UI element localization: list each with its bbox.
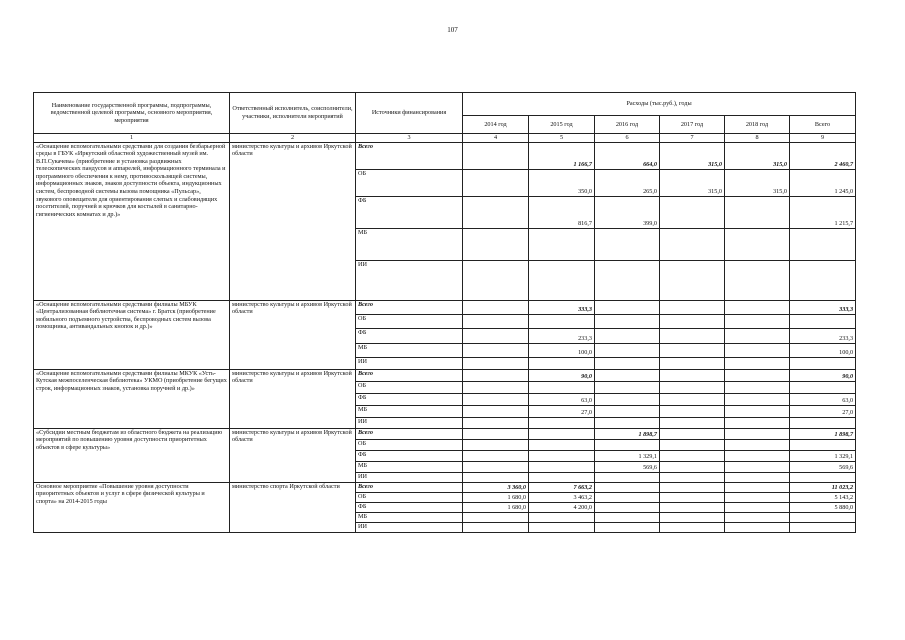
amount-cell (725, 472, 790, 482)
amount-cell (529, 428, 595, 439)
responsible-executor: министерство культуры и архивов Иркутской области (230, 142, 356, 300)
amount-cell: 7 663,2 (529, 482, 595, 492)
amount-cell (595, 314, 660, 328)
amount-total (790, 522, 856, 532)
amount-total (790, 439, 856, 450)
amount-cell: 100,0 (529, 343, 595, 357)
column-index: 4 (463, 134, 529, 143)
column-index: 1 (34, 134, 230, 143)
funding-source: Всего (356, 369, 463, 381)
amount-cell (725, 196, 790, 228)
amount-cell (529, 439, 595, 450)
amount-cell (529, 522, 595, 532)
amount-cell (595, 512, 660, 522)
amount-cell (725, 314, 790, 328)
amount-cell: 1 898,7 (595, 428, 660, 439)
amount-cell (660, 492, 725, 502)
table-row (34, 428, 856, 439)
amount-cell (725, 492, 790, 502)
amount-cell (463, 512, 529, 522)
amount-total (790, 357, 856, 369)
amount-total: 27,0 (790, 405, 856, 417)
header-name: Наименование государственной программы, подпрограммы, ведомственной целевой программы, основного мероприятия, мероприятия (34, 93, 230, 134)
header-year: 2015 год (529, 116, 595, 134)
amount-cell (463, 472, 529, 482)
amount-cell: 664,0 (595, 142, 660, 169)
column-index: 2 (230, 134, 356, 143)
funding-source: ФБ (356, 196, 463, 228)
amount-cell (660, 450, 725, 461)
amount-cell (595, 482, 660, 492)
header-year: 2017 год (660, 116, 725, 134)
amount-cell (529, 260, 595, 300)
funding-source: ИИ (356, 472, 463, 482)
activity-name: Основное мероприятие «Повышение уровня доступности приоритетных объектов и услуг в сфере физической культуры и спорта» на 2014-2015 годы (34, 482, 230, 532)
amount-cell (725, 439, 790, 450)
table-row (34, 300, 856, 314)
header-executor: Ответственный исполнитель, соисполнители, участники, исполнители мероприятий (230, 93, 356, 134)
funding-source: Всего (356, 300, 463, 314)
amount-total: 233,3 (790, 328, 856, 343)
amount-cell (463, 169, 529, 196)
amount-cell (725, 260, 790, 300)
amount-cell: 63,0 (529, 393, 595, 405)
column-index: 3 (356, 134, 463, 143)
amount-cell (595, 492, 660, 502)
funding-source: ИИ (356, 522, 463, 532)
amount-cell (529, 228, 595, 260)
table-row (34, 142, 856, 169)
header-source: Источники финансирования (356, 93, 463, 134)
amount-cell: 1 680,0 (463, 502, 529, 512)
amount-cell (725, 502, 790, 512)
amount-cell (595, 522, 660, 532)
amount-cell (660, 300, 725, 314)
amount-cell: 1 680,0 (463, 492, 529, 502)
amount-cell: 315,0 (725, 142, 790, 169)
funding-source: ФБ (356, 450, 463, 461)
amount-cell (463, 142, 529, 169)
amount-cell (660, 343, 725, 357)
amount-cell (660, 439, 725, 450)
responsible-executor: министерство культуры и архивов Иркутской области (230, 300, 356, 369)
column-index: 6 (595, 134, 660, 143)
responsible-executor: министерство культуры и архивов Иркутской области (230, 369, 356, 428)
amount-cell: 315,0 (660, 169, 725, 196)
amount-cell (660, 472, 725, 482)
activity-name: «Оснащение вспомогательными средствами филиалы МКУК «Усть-Кутская межпоселенческая библиотека» УКМО (приобретение бегущих строк, информационных знаков, установка поручней и др.)» (34, 369, 230, 428)
amount-cell (595, 439, 660, 450)
amount-cell (595, 381, 660, 393)
amount-cell (660, 381, 725, 393)
amount-cell (660, 512, 725, 522)
column-index: 5 (529, 134, 595, 143)
amount-total (790, 417, 856, 428)
amount-total (790, 260, 856, 300)
amount-cell: 90,0 (529, 369, 595, 381)
funding-source: Всего (356, 482, 463, 492)
funding-source: ФБ (356, 328, 463, 343)
amount-cell: 315,0 (660, 142, 725, 169)
amount-cell (725, 381, 790, 393)
amount-cell (660, 314, 725, 328)
amount-cell (725, 450, 790, 461)
amount-cell: 350,0 (529, 169, 595, 196)
amount-cell (529, 357, 595, 369)
amount-cell (463, 417, 529, 428)
amount-cell: 3 360,0 (463, 482, 529, 492)
amount-cell (463, 369, 529, 381)
amount-cell: 265,0 (595, 169, 660, 196)
header-year: Всего (790, 116, 856, 134)
funding-source: ИИ (356, 260, 463, 300)
amount-cell (595, 357, 660, 369)
amount-cell (463, 381, 529, 393)
amount-cell: 1 329,1 (595, 450, 660, 461)
amount-cell (529, 381, 595, 393)
amount-cell (725, 522, 790, 532)
amount-cell (725, 461, 790, 472)
amount-cell (595, 502, 660, 512)
amount-cell: 816,7 (529, 196, 595, 228)
budget-table (33, 92, 856, 533)
amount-cell (660, 405, 725, 417)
funding-source: ФБ (356, 502, 463, 512)
amount-cell (595, 228, 660, 260)
funding-source: ОБ (356, 169, 463, 196)
funding-source: ОБ (356, 492, 463, 502)
amount-cell: 315,0 (725, 169, 790, 196)
amount-cell (725, 512, 790, 522)
amount-cell (463, 439, 529, 450)
amount-cell (463, 393, 529, 405)
amount-cell (529, 512, 595, 522)
amount-cell (595, 405, 660, 417)
funding-source: МБ (356, 461, 463, 472)
amount-cell (595, 393, 660, 405)
amount-cell (660, 502, 725, 512)
amount-cell (660, 393, 725, 405)
activity-name: «Оснащение вспомогательными средствами филиалы МБУК «Централизованная библиотечная система» г. Братск (приобретение мобильного подъемного устройства, беспроводных систем вызова помощника, антивандальных кнопок и др.)» (34, 300, 230, 369)
amount-total: 5 143,2 (790, 492, 856, 502)
amount-cell: 233,3 (529, 328, 595, 343)
responsible-executor: министерство культуры и архивов Иркутской области (230, 428, 356, 482)
table-row (34, 482, 856, 492)
amount-total: 1 329,1 (790, 450, 856, 461)
amount-cell (595, 472, 660, 482)
table-header (34, 93, 856, 143)
funding-source: ФБ (356, 393, 463, 405)
amount-cell (725, 369, 790, 381)
responsible-executor: министерство спорта Иркутской области (230, 482, 356, 532)
amount-cell (660, 328, 725, 343)
header-year: 2018 год (725, 116, 790, 134)
amount-cell (660, 260, 725, 300)
amount-cell (463, 428, 529, 439)
amount-cell (463, 328, 529, 343)
amount-cell (595, 300, 660, 314)
amount-cell (463, 300, 529, 314)
activity-name: «Субсидии местным бюджетам из областного бюджета на реализацию мероприятий по повышению уровня доступности приоритетных объектов в сфере культуры» (34, 428, 230, 482)
page-number: 107 (447, 26, 458, 34)
column-index: 8 (725, 134, 790, 143)
column-index: 9 (790, 134, 856, 143)
amount-cell: 27,0 (529, 405, 595, 417)
amount-cell (463, 461, 529, 472)
amount-cell: 333,3 (529, 300, 595, 314)
amount-cell: 399,0 (595, 196, 660, 228)
amount-cell (660, 482, 725, 492)
amount-total: 2 460,7 (790, 142, 856, 169)
amount-cell (595, 369, 660, 381)
amount-cell (529, 461, 595, 472)
funding-source: ОБ (356, 381, 463, 393)
amount-total: 11 023,2 (790, 482, 856, 492)
amount-cell: 3 463,2 (529, 492, 595, 502)
amount-cell (725, 328, 790, 343)
funding-source: ИИ (356, 357, 463, 369)
amount-cell (660, 417, 725, 428)
funding-source: ИИ (356, 417, 463, 428)
amount-cell (463, 357, 529, 369)
amount-cell (725, 300, 790, 314)
amount-cell (529, 450, 595, 461)
funding-source: МБ (356, 405, 463, 417)
amount-cell: 4 200,0 (529, 502, 595, 512)
amount-total: 100,0 (790, 343, 856, 357)
amount-cell (660, 357, 725, 369)
funding-source: МБ (356, 343, 463, 357)
amount-cell (725, 393, 790, 405)
amount-cell (595, 328, 660, 343)
amount-cell (529, 472, 595, 482)
column-index: 7 (660, 134, 725, 143)
funding-source: ОБ (356, 439, 463, 450)
header-expenses: Расходы (тыс.руб.), годы (463, 93, 856, 116)
amount-cell (725, 482, 790, 492)
amount-cell: 569,6 (595, 461, 660, 472)
amount-total (790, 228, 856, 260)
amount-cell (595, 260, 660, 300)
amount-total: 90,0 (790, 369, 856, 381)
funding-source: ОБ (356, 314, 463, 328)
amount-cell (595, 343, 660, 357)
amount-cell (725, 405, 790, 417)
amount-cell (725, 417, 790, 428)
amount-cell (660, 369, 725, 381)
amount-total (790, 512, 856, 522)
amount-cell (725, 343, 790, 357)
funding-source: Всего (356, 142, 463, 169)
funding-source: МБ (356, 228, 463, 260)
amount-total: 569,6 (790, 461, 856, 472)
amount-cell (463, 196, 529, 228)
amount-cell: 1 166,7 (529, 142, 595, 169)
amount-total (790, 314, 856, 328)
amount-cell (463, 522, 529, 532)
amount-cell (463, 450, 529, 461)
amount-cell (529, 417, 595, 428)
amount-cell (463, 405, 529, 417)
amount-cell (660, 461, 725, 472)
amount-total (790, 472, 856, 482)
funding-source: МБ (356, 512, 463, 522)
amount-cell (725, 428, 790, 439)
amount-cell (725, 228, 790, 260)
amount-total: 1 245,0 (790, 169, 856, 196)
funding-source: Всего (356, 428, 463, 439)
amount-cell (595, 417, 660, 428)
activity-name: «Оснащение вспомогательными средствами для создания безбарьерной среды в ГБУК «Иркутский областной художественный музей им. В.П.Сукачева» (приобретение и установка раздвижных телескопических пандусов и аппарелей, информационного терминала и программного обеспечения к нему, противоскользящей системы, информационных знаков, знаков доступности объекта, индукционных систем, беспроводной системы вызова помощника «Пульсар», звукового оповещателя для ориентирования слепых и слабовидящих посетителей, поручней и крючков для костылей в санитарно-гигиенических комнатах и др.)» (34, 142, 230, 300)
amount-cell (660, 428, 725, 439)
amount-cell (725, 357, 790, 369)
amount-total: 63,0 (790, 393, 856, 405)
amount-cell (463, 260, 529, 300)
amount-cell (660, 228, 725, 260)
amount-total: 333,3 (790, 300, 856, 314)
amount-total: 1 215,7 (790, 196, 856, 228)
table-row (34, 369, 856, 381)
header-year: 2016 год (595, 116, 660, 134)
amount-total (790, 381, 856, 393)
amount-cell (660, 522, 725, 532)
amount-total: 1 898,7 (790, 428, 856, 439)
amount-cell (529, 314, 595, 328)
table-body (34, 142, 856, 532)
amount-cell (463, 314, 529, 328)
amount-cell (463, 228, 529, 260)
amount-total: 5 880,0 (790, 502, 856, 512)
header-year: 2014 год (463, 116, 529, 134)
amount-cell (463, 343, 529, 357)
amount-cell (660, 196, 725, 228)
